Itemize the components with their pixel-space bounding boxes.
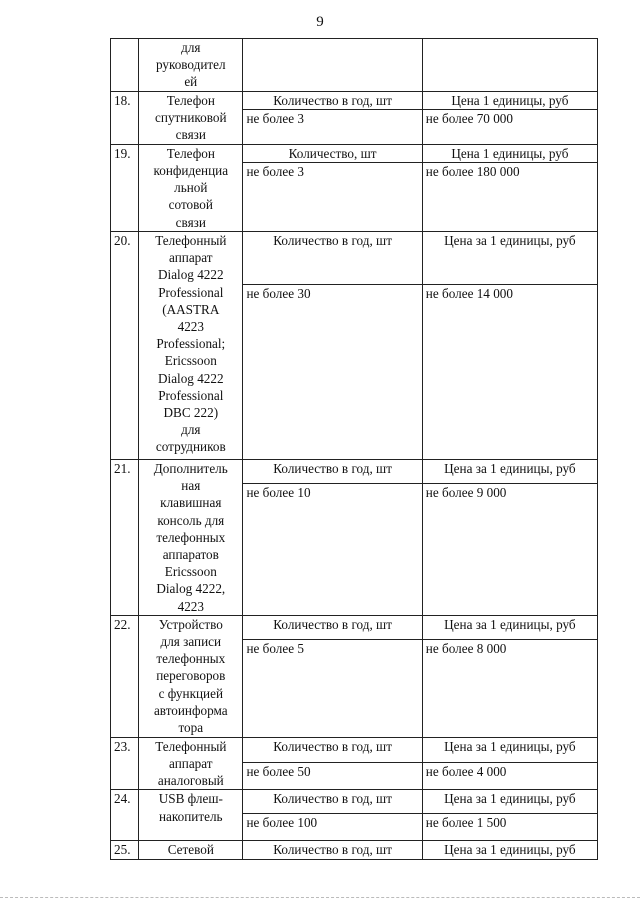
row-number-cell <box>111 39 139 92</box>
item-name-line: переговоров <box>156 668 226 684</box>
price-header-cell: Цена за 1 единицы, руб <box>422 737 597 762</box>
item-name-line: для <box>181 422 201 438</box>
table-row <box>111 841 598 860</box>
item-name-line: Dialog 4222 <box>158 370 224 386</box>
item-name-line: автоинформа <box>153 702 228 718</box>
price-value-cell: не более 8 000 <box>422 639 597 737</box>
item-name-line: ная <box>181 478 201 494</box>
price-value-cell: не более 4 000 <box>422 762 597 790</box>
quantity-value-cell: не более 30 <box>243 285 422 460</box>
item-name-line: Ericssoon <box>164 564 217 580</box>
row-number-cell: 19. <box>111 144 139 231</box>
item-name-line: спутниковой <box>155 109 227 125</box>
item-name-cell <box>139 737 243 790</box>
item-name-line: Ericssoon <box>164 353 217 369</box>
quantity-header-cell: Количество в год, шт <box>243 91 422 109</box>
item-name-line: накопитель <box>159 808 223 824</box>
item-name-cell <box>139 232 243 460</box>
item-name-line: Телефон <box>166 145 215 161</box>
item-name-line: для записи <box>160 634 222 650</box>
price-value-cell: не более 9 000 <box>422 484 597 616</box>
quantity-header-cell: Количество в год, шт <box>243 460 422 484</box>
quantity-header-cell: Количество в год, шт <box>243 615 422 639</box>
quantity-value-cell: не более 10 <box>243 484 422 616</box>
item-name-line: телефонных <box>156 529 226 545</box>
item-name-cell <box>139 841 243 860</box>
price-header-cell: Цена 1 единицы, руб <box>422 144 597 162</box>
table-row <box>111 615 598 639</box>
item-name-line: (AASTRA <box>162 301 220 317</box>
quantity-header-cell: Количество в год, шт <box>243 790 422 814</box>
quantity-header-cell: Количество, шт <box>243 144 422 162</box>
row-number-cell: 20. <box>111 232 139 460</box>
item-name-line: связи <box>175 127 206 143</box>
item-name-line: Dialog 4222 <box>158 267 224 283</box>
item-name-line: льной <box>174 180 208 196</box>
item-name-line: с функцией <box>158 685 224 701</box>
row-number-cell: 18. <box>111 91 139 144</box>
item-name-line: аналоговый <box>157 773 224 789</box>
price-value-cell: не более 180 000 <box>422 163 597 232</box>
item-name-cell <box>139 790 243 841</box>
price-header-cell: Цена за 1 единицы, руб <box>422 232 597 285</box>
item-name-line: Телефон <box>166 92 215 108</box>
item-name-line: ей <box>184 74 198 90</box>
page-bottom-edge <box>0 897 640 898</box>
table-row-continuation <box>111 39 598 92</box>
table-row <box>111 232 598 285</box>
requirements-table <box>110 38 598 860</box>
price-value-cell: не более 14 000 <box>422 285 597 460</box>
item-name-line: Professional; <box>156 336 226 352</box>
item-name-line: телефонных <box>156 651 226 667</box>
item-name-cell <box>139 144 243 231</box>
item-name-line: для <box>181 40 201 55</box>
item-name-cell <box>139 91 243 144</box>
row-number-cell: 21. <box>111 460 139 616</box>
item-name-line: аппарат <box>169 756 213 772</box>
item-name-line: конфиденциа <box>153 163 229 179</box>
item-name-line: клавишная <box>160 495 222 511</box>
quantity-header-cell: Количество в год, шт <box>243 841 422 860</box>
item-name-line: сотовой <box>168 197 213 213</box>
item-name-line: связи <box>175 214 206 230</box>
row-number-cell: 22. <box>111 615 139 737</box>
item-name-line: Телефонный <box>155 233 227 249</box>
item-name-line: руководител <box>155 57 226 73</box>
item-name-line: USB флеш- <box>158 791 223 807</box>
table-row <box>111 460 598 484</box>
quantity-value-cell: не более 50 <box>243 762 422 790</box>
table-row <box>111 144 598 162</box>
price-value-cell: не более 1 500 <box>422 814 597 841</box>
quantity-cell <box>243 39 422 92</box>
quantity-value-cell: не более 100 <box>243 814 422 841</box>
price-header-cell: Цена за 1 единицы, руб <box>422 460 597 484</box>
quantity-value-cell: не более 3 <box>243 163 422 232</box>
item-name-line: 4223 <box>177 319 204 335</box>
item-name-line: Professional <box>158 387 224 403</box>
row-number-cell: 25. <box>111 841 139 860</box>
item-name-line: 4223 <box>177 598 204 614</box>
table-row <box>111 790 598 814</box>
item-name-line: Дополнитель <box>153 461 228 477</box>
item-name-line: сотрудников <box>155 439 226 455</box>
item-name-line: DBC 222) <box>163 405 219 421</box>
table-row <box>111 91 598 109</box>
item-name-line: аппаратов <box>162 547 219 563</box>
row-number-cell: 23. <box>111 737 139 790</box>
quantity-header-cell: Количество в год, шт <box>243 232 422 285</box>
item-name-line: Professional <box>158 284 224 300</box>
item-name-line: аппарат <box>169 250 213 266</box>
item-name-line: Dialog 4222, <box>156 581 226 597</box>
item-name-line: тора <box>178 720 204 736</box>
item-name-cell <box>139 615 243 737</box>
price-cell <box>422 39 597 92</box>
item-name-line: консоль для <box>157 512 225 528</box>
price-header-cell: Цена 1 единицы, руб <box>422 91 597 109</box>
row-number-cell: 24. <box>111 790 139 841</box>
item-name-line: Сетевой <box>167 842 214 858</box>
item-name-cell <box>139 460 243 616</box>
item-name-line: Устройство <box>158 616 223 632</box>
price-header-cell: Цена за 1 единицы, руб <box>422 790 597 814</box>
quantity-header-cell: Количество в год, шт <box>243 737 422 762</box>
page-number: 9 <box>316 14 324 30</box>
quantity-value-cell: не более 3 <box>243 109 422 144</box>
price-header-cell: Цена за 1 единицы, руб <box>422 841 597 860</box>
price-header-cell: Цена за 1 единицы, руб <box>422 615 597 639</box>
item-name-cell <box>139 39 243 92</box>
quantity-value-cell: не более 5 <box>243 639 422 737</box>
table-row <box>111 737 598 762</box>
price-value-cell: не более 70 000 <box>422 109 597 144</box>
item-name-line: Телефонный <box>155 738 227 754</box>
